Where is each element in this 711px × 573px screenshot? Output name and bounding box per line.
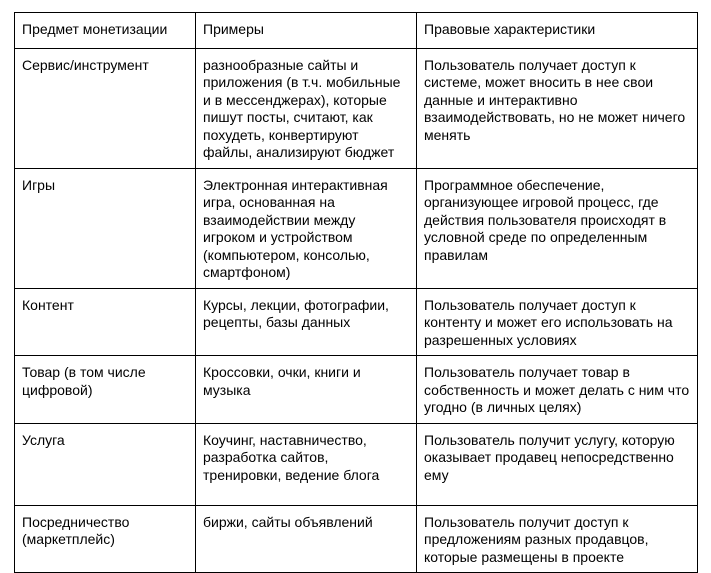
table-row xyxy=(15,48,698,168)
cell-legal: Пользователь получает товар в собственность и может делать с ним что угодно (в личных целях) xyxy=(417,356,698,424)
header-examples: Примеры xyxy=(196,13,417,49)
table-row xyxy=(15,356,698,424)
header-subject: Предмет монетизации xyxy=(15,13,196,49)
table-row xyxy=(15,288,698,356)
cell-examples: Кроссовки, очки, книги и музыка xyxy=(196,356,417,424)
cell-subject: Игры xyxy=(15,168,196,288)
table-header-row xyxy=(15,13,698,49)
cell-examples: Курсы, лекции, фотографии, рецепты, базы данных xyxy=(196,288,417,356)
cell-subject: Услуга xyxy=(15,423,196,505)
table-row xyxy=(15,505,698,573)
header-legal: Правовые характеристики xyxy=(417,13,698,49)
table-row xyxy=(15,423,698,505)
cell-legal: Пользователь получит услугу, которую оказывает продавец непосредственно ему xyxy=(417,423,698,505)
cell-examples: биржи, сайты объявлений xyxy=(196,505,417,573)
cell-subject: Посредничество (маркетплейс) xyxy=(15,505,196,573)
cell-legal: Пользователь получает доступ к контенту и может его использовать на разрешенных условиях xyxy=(417,288,698,356)
cell-legal: Пользователь получает доступ к системе, может вносить в нее свои данные и интерактивно взаимодействовать, но не может ничего менять xyxy=(417,48,698,168)
cell-subject: Товар (в том числе цифровой) xyxy=(15,356,196,424)
cell-subject: Контент xyxy=(15,288,196,356)
cell-examples: Коучинг, наставничество, разработка сайтов, тренировки, ведение блога xyxy=(196,423,417,505)
cell-subject: Сервис/инструмент xyxy=(15,48,196,168)
cell-examples: разнообразные сайты и приложения (в т.ч. мобильные и в мессенджерах), которые пишут посты, считают, как похудеть, конвертируют файлы, анализируют бюджет xyxy=(196,48,417,168)
monetization-table xyxy=(14,12,698,573)
cell-legal: Пользователь получит доступ к предложениям разных продавцов, которые размещены в проекте xyxy=(417,505,698,573)
cell-examples: Электронная интерактивная игра, основанная на взаимодействии между игроком и устройством (компьютером, консолью, смартфоном) xyxy=(196,168,417,288)
cell-legal: Программное обеспечение, организующее игровой процесс, где действия пользователя происходят в условной среде по определенным правилам xyxy=(417,168,698,288)
table-row xyxy=(15,168,698,288)
